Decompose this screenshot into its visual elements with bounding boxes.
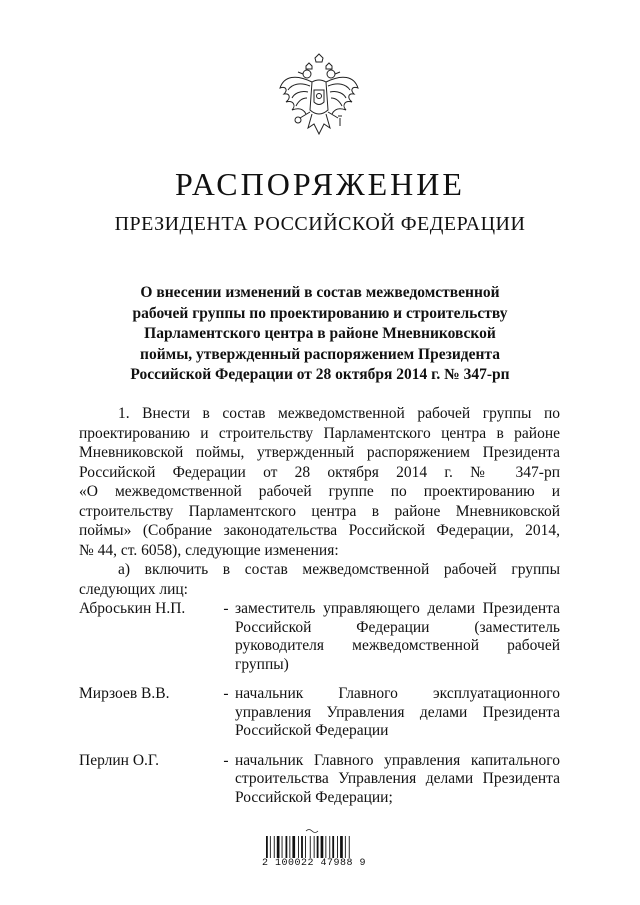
paragraph-line: проектированию и строительству Парламентского центра в районе [79,424,560,442]
person-dash: - [223,600,229,617]
paragraph-line: № 44, ст. 6058), следующие изменения: [79,541,339,559]
person-entry [79,752,560,808]
document-heading [100,283,540,386]
person-position-line: группы) [235,655,289,673]
person-position-line: начальник Главного эксплуатационного [235,685,560,702]
document-subtitle: ПРЕЗИДЕНТА РОССИЙСКОЙ ФЕДЕРАЦИИ [114,213,526,235]
paragraph-line: следующих лиц: [79,580,188,598]
person-name: Мирзоев В.В. [79,685,170,702]
person-position-line: строительства Управления делами Президента [235,770,560,787]
paragraph-line: Мневниковской поймы, утвержденный распоряжением Президента [79,444,560,461]
person-entry [79,600,560,674]
person-position [235,752,560,808]
paragraph-line: поймы» (Собрание законодательства Российской Федерации, 2014, [79,522,560,539]
person-position-line: Российской Федерации (заместитель [235,618,560,636]
heading-line: поймы, утвержденный распоряжением Президента [140,345,500,363]
paragraph-line: 1. Внести в состав межведомственной рабочей группы по [118,405,560,422]
person-name: Перлин О.Г. [79,751,159,769]
paragraph-line: «О межведомственной рабочей группе по проектированию и [79,483,560,500]
person-position [235,600,560,674]
state-emblem-icon [276,52,362,142]
person-position-line: Российской Федерации [235,722,389,739]
person-position-line: руководителя межведомственной рабочей [235,637,560,654]
persons-list [79,600,560,818]
document-body [79,404,560,599]
barcode-digits: 2 100022 47988 9 [262,858,367,869]
barcode-icon [262,828,372,862]
paragraph-line: а) включить в состав межведомственной рабочей группы [118,561,560,578]
document-title: РАСПОРЯЖЕНИЕ [175,166,465,202]
heading-line: рабочей группы по проектированию и строительству [132,304,508,322]
person-position-line: управления Управления делами Президента [235,703,560,721]
person-position-line: начальник Главного управления капитального [235,751,560,769]
person-entry [79,685,560,741]
paragraph-line: строительству Парламентского центра в районе Мневниковской [79,502,560,520]
person-position [235,685,560,741]
person-position-line: Российской Федерации; [235,788,393,806]
paragraph-line: Российской Федерации от 28 октября 2014 г. № 347-рп [79,463,560,481]
heading-line: Парламентского центра в районе Мневниковской [144,325,496,342]
person-position-line: заместитель управляющего делами Президента [235,600,560,617]
person-dash: - [223,685,229,702]
person-name: Аброськин Н.П. [79,600,186,617]
person-dash: - [223,751,229,769]
heading-line: Российской Федерации от 28 октября 2014 г. № 347-рп [130,366,510,383]
heading-line: О внесении изменений в состав межведомственной [140,284,500,301]
